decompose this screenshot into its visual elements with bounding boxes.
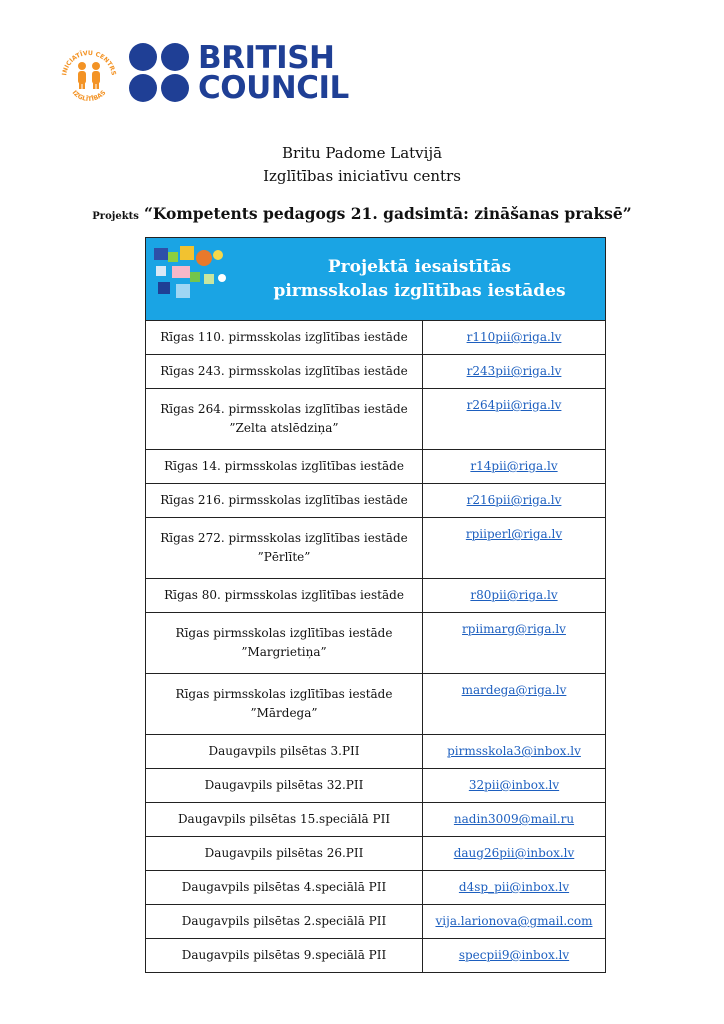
logo-word-british: BRITISH (198, 40, 335, 76)
institution-name-line1: Daugavpils pilsētas 15.speciālā PII (177, 812, 391, 826)
institution-email-cell (423, 484, 606, 518)
email-link[interactable]: d4sp_pii@inbox.lv (458, 880, 570, 894)
institution-name-line1: Daugavpils pilsētas 9.speciālā PII (181, 948, 387, 962)
institution-email-cell (423, 450, 606, 484)
institution-name (146, 579, 423, 613)
email-link[interactable]: vija.larionova@gmail.com (435, 914, 593, 928)
institution-name-line2: ”Pērlīte” (257, 550, 311, 564)
institution-name-line1: Daugavpils pilsētas 4.speciālā PII (181, 880, 387, 894)
institution-name (146, 939, 423, 973)
institution-name-line1: Rīgas 80. pirmsskolas izglītības iestāde (164, 588, 404, 602)
british-council-logo (128, 40, 348, 106)
logo-word-council: COUNCIL (198, 70, 349, 106)
institution-name (146, 735, 423, 769)
institution-name-line1: Rīgas 264. pirmsskolas izglītības iestāde (160, 402, 408, 416)
email-link[interactable]: r110pii@riga.lv (466, 330, 562, 344)
table-row (146, 484, 605, 518)
british-council-dots-icon (128, 42, 192, 104)
institution-name-line1: Rīgas 272. pirmsskolas izglītības iestāde (160, 531, 408, 545)
institution-name (146, 518, 423, 579)
table-row (146, 518, 605, 579)
institution-name-line1: Rīgas 110. pirmsskolas izglītības iestāde (160, 330, 408, 344)
institution-email-cell (423, 769, 606, 803)
email-link[interactable]: nadin3009@mail.ru (453, 812, 575, 826)
org-name-line1: Britu Padome Latvijā (281, 144, 443, 162)
institution-name (146, 803, 423, 837)
institution-email-cell (423, 518, 606, 579)
institution-name-line2: ”Mārdega” (250, 706, 318, 720)
table-row (146, 613, 605, 674)
email-link[interactable]: r243pii@riga.lv (466, 364, 562, 378)
institution-name (146, 355, 423, 389)
email-link[interactable]: specpii9@inbox.lv (458, 948, 570, 962)
email-link[interactable]: r264pii@riga.lv (466, 398, 562, 412)
institution-name-line1: Rīgas 14. pirmsskolas izglītības iestāde (164, 459, 404, 473)
institution-name (146, 321, 423, 355)
institution-name-line1: Rīgas 216. pirmsskolas izglītības iestāde (160, 493, 408, 507)
project-title (0, 204, 724, 223)
decorative-shapes-icon (152, 244, 230, 304)
institution-email-cell (423, 579, 606, 613)
table-title-line2: pirmsskolas izglītības iestādes (273, 281, 566, 301)
institution-name-line1: Rīgas pirmsskolas izglītības iestāde (175, 687, 393, 701)
institution-email-cell (423, 871, 606, 905)
org-name-line2: Izglītības iniciatīvu centrs (263, 167, 461, 185)
institution-email-cell (423, 674, 606, 735)
table-row (146, 837, 605, 871)
institution-name-line1: Daugavpils pilsētas 26.PII (204, 846, 364, 860)
table-row (146, 674, 605, 735)
email-link[interactable]: daug26pii@inbox.lv (453, 846, 575, 860)
institution-email-cell (423, 321, 606, 355)
institutions-list (146, 321, 605, 972)
institution-name (146, 484, 423, 518)
email-link[interactable]: r80pii@riga.lv (470, 588, 558, 602)
institution-name-line1: Rīgas 243. pirmsskolas izglītības iestāde (160, 364, 408, 378)
institution-email-cell (423, 837, 606, 871)
institution-name-line2: ”Zelta atslēdziņa” (229, 421, 339, 435)
institution-email-cell (423, 803, 606, 837)
email-link[interactable]: r216pii@riga.lv (466, 493, 562, 507)
email-link[interactable]: rpiiperl@riga.lv (465, 527, 563, 541)
email-link[interactable]: pirmsskola3@inbox.lv (447, 744, 581, 758)
institution-name (146, 674, 423, 735)
email-link[interactable]: r14pii@riga.lv (470, 459, 558, 473)
institution-name (146, 769, 423, 803)
institution-name-line1: Daugavpils pilsētas 32.PII (204, 778, 364, 792)
project-name: “Kompetents pedagogs 21. gadsimtā: zināšanas praksē” (144, 204, 632, 223)
institution-name-line2: ”Margrietiņa” (241, 645, 327, 659)
institution-email-cell (423, 355, 606, 389)
table-row (146, 735, 605, 769)
table-row (146, 321, 605, 355)
institutions-table (145, 237, 606, 973)
institution-name (146, 871, 423, 905)
iic-logo (58, 44, 120, 106)
email-link[interactable]: rpiimarg@riga.lv (462, 622, 566, 636)
svg-text:INICIATĪVU CENTRS: INICIATĪVU CENTRS (61, 49, 117, 77)
table-row (146, 939, 605, 973)
institution-name (146, 613, 423, 674)
institution-email-cell (423, 389, 606, 450)
table-header (146, 238, 605, 321)
institution-name-line1: Daugavpils pilsētas 2.speciālā PII (181, 914, 387, 928)
email-link[interactable]: mardega@riga.lv (461, 683, 567, 697)
table-row (146, 355, 605, 389)
table-title (242, 255, 597, 303)
institution-name-line1: Rīgas pirmsskolas izglītības iestāde (175, 626, 393, 640)
project-prefix: Projekts (92, 211, 139, 222)
svg-text:IZGLĪTĪBAS: IZGLĪTĪBAS (70, 89, 108, 104)
table-row (146, 769, 605, 803)
institution-email-cell (423, 905, 606, 939)
institution-email-cell (423, 939, 606, 973)
table-title-line1: Projektā iesaistītās (327, 257, 512, 277)
email-link[interactable]: 32pii@inbox.lv (468, 778, 560, 792)
institution-name (146, 905, 423, 939)
institution-name-line1: Daugavpils pilsētas 3.PII (208, 744, 360, 758)
table-row (146, 905, 605, 939)
table-row (146, 450, 605, 484)
institution-name (146, 837, 423, 871)
institution-email-cell (423, 735, 606, 769)
table-row (146, 579, 605, 613)
institution-name (146, 389, 423, 450)
table-row (146, 803, 605, 837)
institution-email-cell (423, 613, 606, 674)
institution-name (146, 450, 423, 484)
table-row (146, 389, 605, 450)
table-row (146, 871, 605, 905)
